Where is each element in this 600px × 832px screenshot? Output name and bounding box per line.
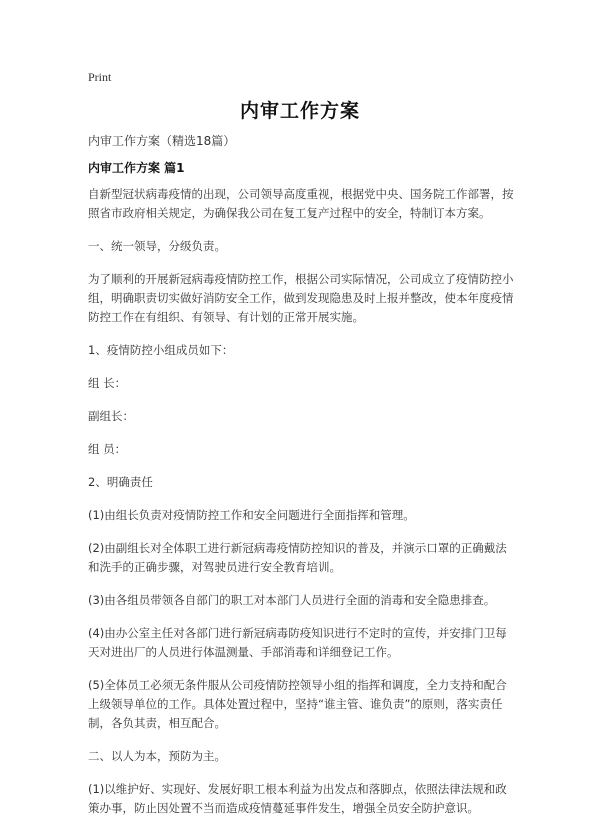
paragraph-body-2: (1)以维护好、实现好、发展好职工根本利益为出发点和落脚点，依照法律法规和政策办事，防止因处置不当而造成疫情蔓延事件发生，增强全员安全防护意识。: [88, 782, 507, 815]
page-title: 内审工作方案: [239, 100, 360, 122]
paragraph-body-1: 为了顺利的开展新冠病毒疫情防控工作，根据公司实际情况，公司成立了疫情防控小组，明确职责切实做好消防安全工作，做到发现隐患及时上报并整改，使本年度疫情防控工作在有组织、有领导、有计划的正常开展实施。: [88, 272, 514, 324]
section-heading: 内审工作方案 篇1: [88, 161, 185, 175]
paragraph-heading-1: 一、统一领导，分级负责。: [88, 239, 226, 253]
paragraph-responsibility: 2、明确责任: [88, 475, 153, 489]
paragraph-intro: 自新型冠状病毒疫情的出现，公司领导高度重视，根据党中央、国务院工作部署，按照省市政府相关规定，为确保我公司在复工复产过程中的安全，特制订本方案。: [88, 187, 514, 220]
paragraph-heading-2: 二、以人为本，预防为主。: [88, 749, 226, 763]
paragraph-members-list: 组 员：: [88, 442, 127, 456]
paragraph-deputy: 副组长：: [88, 409, 134, 423]
print-link[interactable]: Print: [88, 70, 112, 84]
paragraph-members: 1、疫情防控小组成员如下：: [88, 343, 234, 357]
document-body: [88, 185, 516, 832]
document-subtitle: 内审工作方案（精选18篇）: [88, 134, 236, 148]
paragraph-item-1: (1)由组长负责对疫情防控工作和安全问题进行全面指挥和管理。: [88, 508, 415, 522]
paragraph-leader: 组 长：: [88, 376, 127, 390]
paragraph-item-5: (5)全体员工必须无条件服从公司疫情防控领导小组的指挥和调度，全力支持和配合上级领导单位的工作。具体处置过程中，坚持“谁主管、谁负责”的原则，落实责任制，各负其责，相互配合。: [88, 678, 507, 730]
paragraph-item-3: (3)由各组员带领各自部门的职工对本部门人员进行全面的消毒和安全隐患排查。: [88, 593, 496, 607]
paragraph-item-2: (2)由副组长对全体职工进行新冠病毒疫情防控知识的普及，并演示口罩的正确戴法和洗手的正确步骤，对驾驶员进行安全教育培训。: [88, 541, 507, 574]
paragraph-item-4: (4)由办公室主任对各部门进行新冠病毒防疫知识进行不定时的宣传，并安排门卫每天对进出厂的人员进行体温测量、手部消毒和详细登记工作。: [88, 626, 507, 659]
